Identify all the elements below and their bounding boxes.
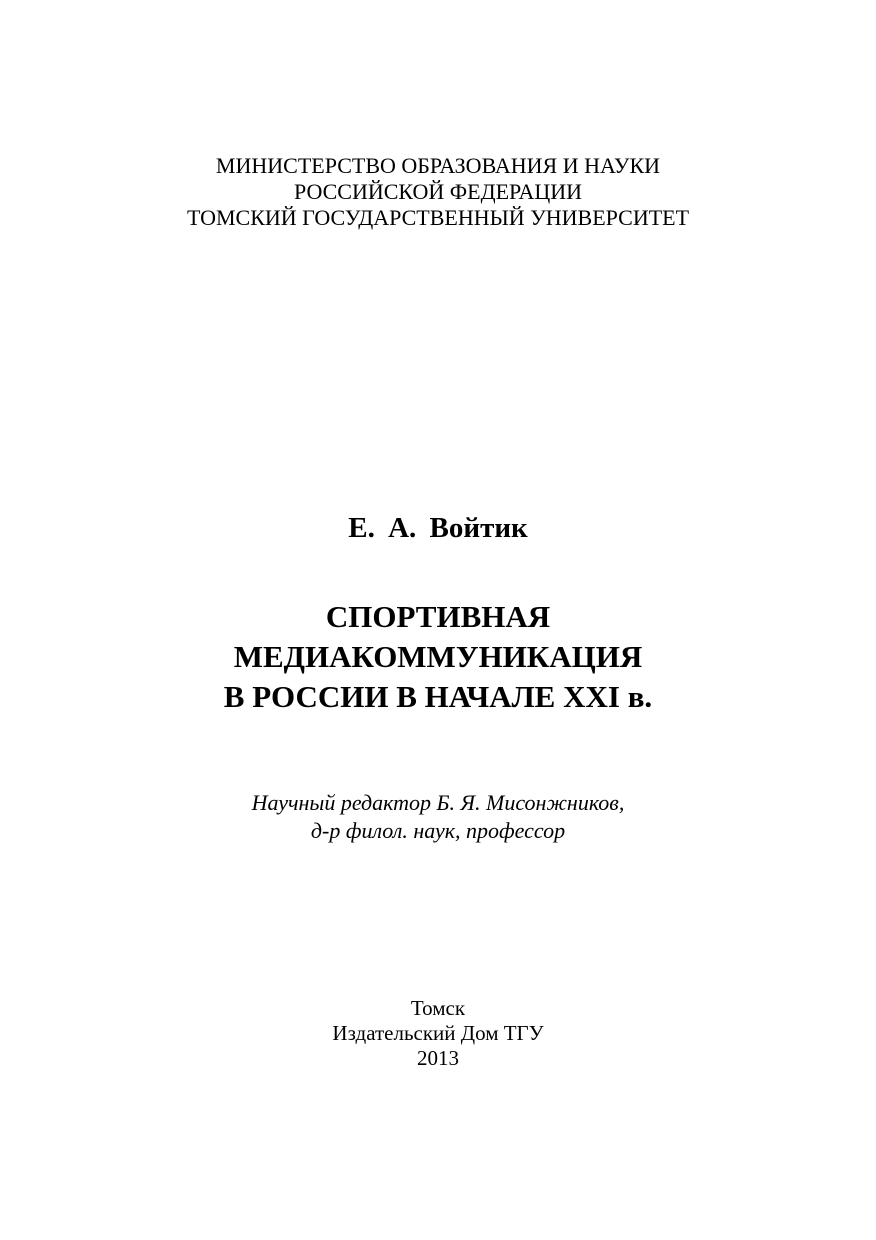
book-title [0,597,876,717]
title-line-3: В РОССИИ В НАЧАЛЕ XXI в. [223,679,653,714]
title-line-1: СПОРТИВНАЯ [325,599,551,634]
imprint [0,996,876,1071]
imprint-publisher: Издательский Дом ТГУ [332,1021,544,1045]
editor-line-1: Научный редактор Б. Я. Мисонжников, [251,790,625,815]
federation-line: РОССИЙСКОЙ ФЕДЕРАЦИИ [293,179,583,204]
scientific-editor [0,789,876,845]
ministry-line: МИНИСТЕРСТВО ОБРАЗОВАНИЯ И НАУКИ [215,153,661,178]
title-line-2: МЕДИАКОММУНИКАЦИЯ [233,639,643,674]
institution-header [0,153,876,231]
author-name: Е. А. Войтик [348,512,528,544]
imprint-year: 2013 [417,1046,459,1070]
editor-line-2: д-р филол. наук, профессор [310,818,566,843]
university-line: ТОМСКИЙ ГОСУДАРСТВЕННЫЙ УНИВЕРСИТЕТ [186,205,690,230]
imprint-city: Томск [410,996,466,1020]
